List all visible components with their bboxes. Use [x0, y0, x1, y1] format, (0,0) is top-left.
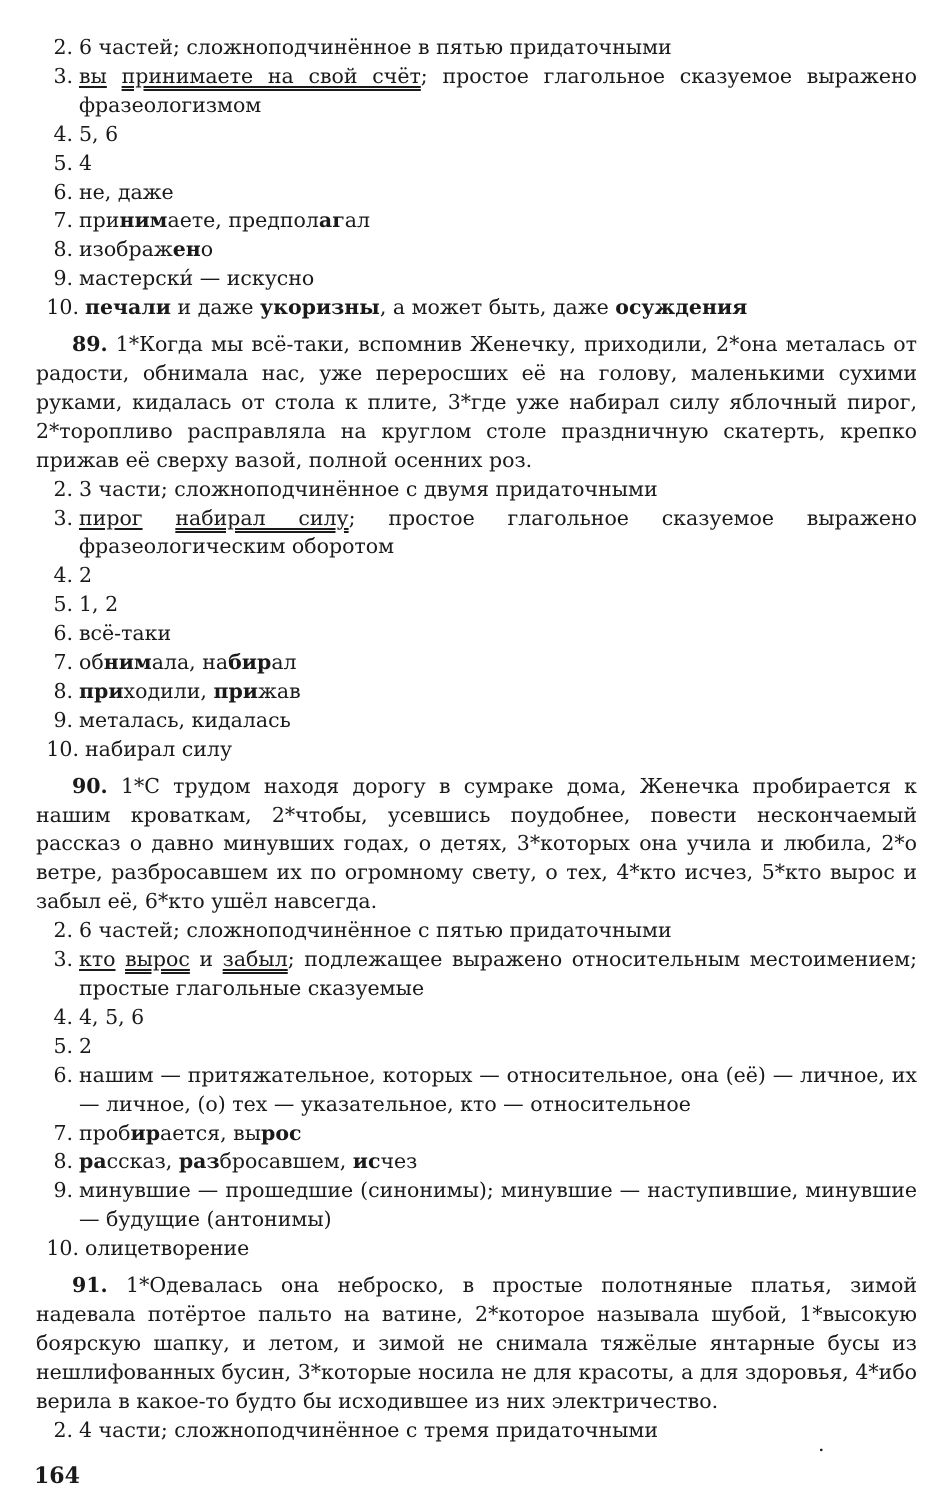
answer-item: 8. изображено — [53, 237, 214, 262]
exercise-paragraph: 89. 1*Когда мы всё-таки, вспомнив Женечку, приходили, 2*она металась от радости, обнимала нас, уже переросших её на голову, маленькими сухими руками, кидалась от стола к плите, 3*где уже набирал силу яблочный пирог, 2*торопливо расправляла на круглом столе праздничную скатерть, крепко прижав её сверху вазой, полной осенних роз. — [36, 332, 917, 472]
answer-item: 2. 6 частей; сложноподчинённое с пятью придаточными — [53, 918, 672, 943]
predicate-underline: набирал силу — [175, 505, 349, 530]
answer-item: 9. минувшие — прошедшие (синонимы); минувшие — наступившие, минувшие — будущие (антонимы) — [53, 1178, 917, 1232]
predicate-underline: принимаете на свой счёт — [121, 63, 421, 88]
answer-item: 7. пробирается, вырос — [53, 1120, 302, 1145]
answer-item: 4. 5, 6 — [53, 121, 119, 146]
answer-item: 3. пирог набирал силу; простое глагольное сказуемое выражено фразеологическим оборотом — [53, 505, 917, 559]
answer-item: 8. рассказ, разбросавшем, исчез — [53, 1149, 418, 1174]
answer-item: 5. 4 — [53, 150, 93, 175]
answer-item: 5. 1, 2 — [53, 592, 119, 617]
answer-item: 2. 3 части; сложноподчинённое с двумя придаточными — [53, 476, 658, 501]
exercise-paragraph: 91. 1*Одевалась она неброско, в простые полотняные платья, зимой надевала потёртое пальто на ватине, 2*которое называла шубой, 1*высокую боярскую шапку, и летом, и зимой не снимала тяжёлые янтарные бусы из нешлифованных бусин, 3*которые носила не для красоты, а для здоровья, 4*ибо верила в какое-то будто бы исходившее из них электричество. — [36, 1273, 917, 1413]
answer-item: 9. мастерски́ — искусно — [53, 266, 315, 291]
subject-underline: вы — [79, 63, 107, 88]
page-number: 164 — [34, 1463, 80, 1489]
answer-item: 4. 2 — [53, 563, 93, 588]
answer-item: 6. всё-таки — [53, 621, 172, 646]
predicate-underline: вырос — [125, 947, 190, 972]
answer-item: 10. набирал силу — [46, 736, 233, 761]
answer-item: 8. приходили, прижав — [53, 678, 301, 703]
exercise-paragraph: 90. 1*С трудом находя дорогу в сумраке дома, Женечка пробирается к нашим кроваткам, 2*чтобы, усевшись поудобнее, повести нескончаемый рассказ о давно минувших годах, о детях, 3*которых она учила и любила, 2*о ветре, разбросавшем их по огромному свету, о тех, 4*кто исчез, 5*кто вырос и забыл её, 6*кто ушёл навсегда. — [36, 773, 917, 914]
stray-dot: . — [818, 1432, 825, 1456]
answer-item: 9. металась, кидалась — [53, 707, 291, 732]
exercise-number: 91. — [72, 1273, 108, 1298]
answer-item: 3. вы принимаете на свой счёт; простое глагольное сказуемое выражено фразеологизмом — [53, 63, 917, 117]
answer-item: 2. 6 частей; сложноподчинённое в пятью придаточными — [53, 35, 672, 59]
answer-item: 10. олицетворение — [46, 1236, 250, 1261]
answer-item: 6. не, даже — [53, 179, 174, 204]
answer-item: 5. 2 — [53, 1033, 93, 1058]
answer-item: 10. печали и даже укоризны, а может быть, даже осуждения — [46, 295, 748, 320]
subject-underline: пирог — [79, 505, 143, 530]
answer-item: 6. нашим — притяжательное, которых — относительное, она (её) — личное, их — личное, (о) тех — указательное, кто — относительное — [53, 1062, 917, 1116]
predicate-underline: забыл — [222, 947, 288, 972]
answer-item: 4. 4, 5, 6 — [53, 1004, 145, 1029]
subject-underline: кто — [79, 947, 116, 972]
answer-item: 7. обнимала, набирал — [53, 650, 297, 675]
answer-item: 3. кто вырос и забыл; подлежащее выражено относительным местоимением; простые глагольные сказуемые — [53, 947, 917, 1000]
exercise-number: 89. — [72, 332, 108, 357]
answer-item: 2. 4 части; сложноподчинённое с тремя придаточными — [53, 1417, 659, 1442]
exercise-number: 90. — [72, 773, 108, 798]
answer-item: 7. принимаете, предполагал — [53, 208, 371, 233]
